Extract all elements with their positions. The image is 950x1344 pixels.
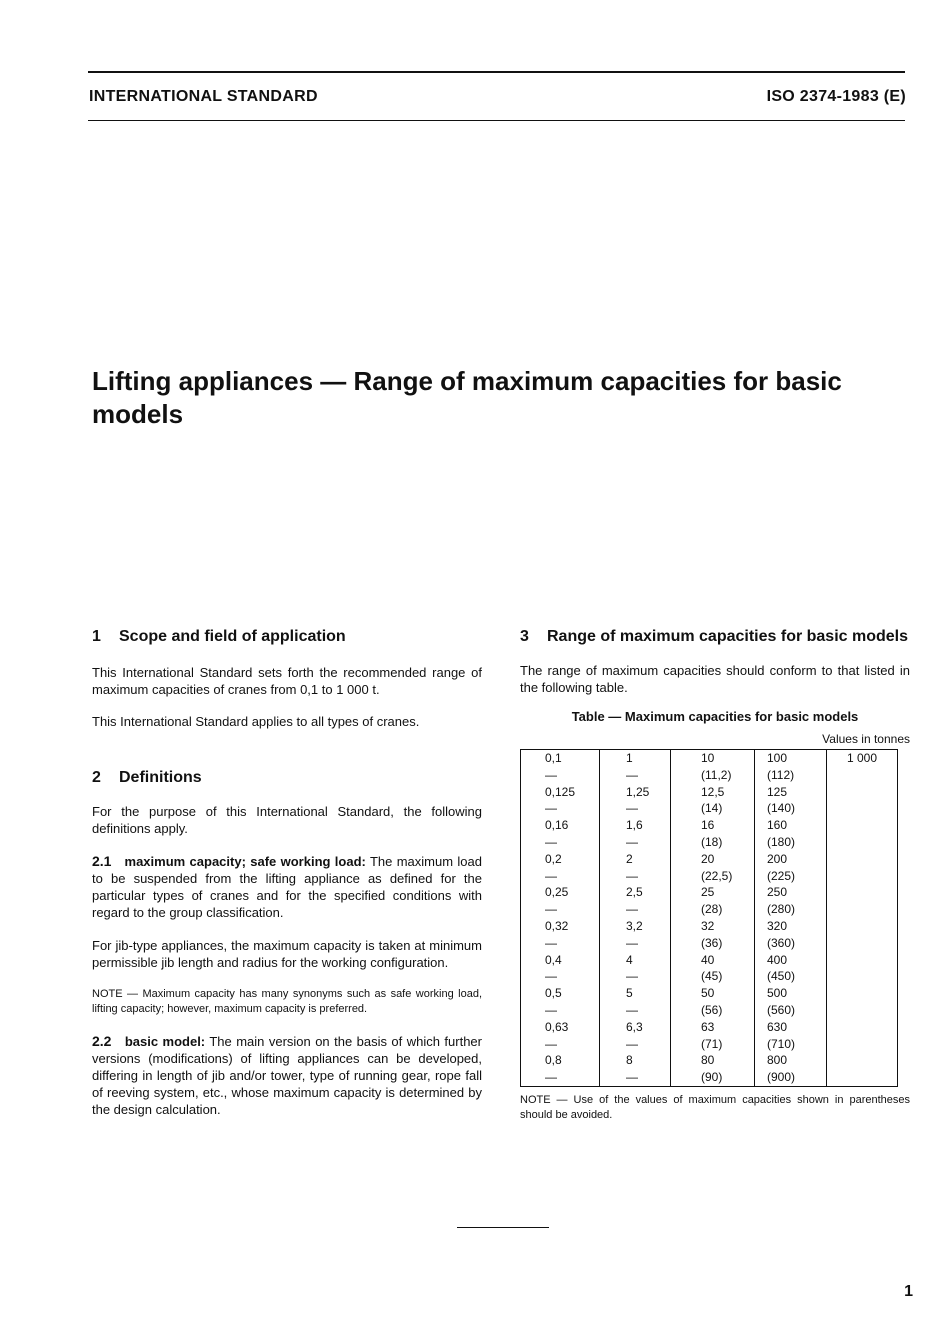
table-cell: — xyxy=(545,767,557,782)
header-bottom-rule xyxy=(88,120,905,121)
table-cell: (180) xyxy=(767,834,796,849)
table-cell: — xyxy=(545,1036,557,1051)
definition-2-2: 2.2 basic model: The main version on the basis of which further versions (modifications) of lifting appliances can be developed, differing in length of jib and/or tower, type of running gear, rope fall of reeving system, etc., whose maximum capacity is determined by the design calculation. xyxy=(92,1033,482,1117)
table-cell: — xyxy=(626,834,638,849)
table-cell: (56) xyxy=(701,1002,723,1017)
table-cell: (11,2) xyxy=(701,767,732,782)
table-cell: — xyxy=(545,1070,557,1085)
table-cell: — xyxy=(626,1002,638,1017)
table-cell: 0,8 xyxy=(545,1053,562,1068)
table-cell: 160 xyxy=(767,818,788,833)
table-cell: (900) xyxy=(767,1070,796,1085)
table-cell: (14) xyxy=(701,801,723,816)
table-cell: 500 xyxy=(767,986,788,1001)
table-note: NOTE — Use of the values of maximum capacities shown in parentheses should be avoided. xyxy=(520,1093,910,1121)
table-cell: 0,16 xyxy=(545,818,569,833)
table-cell: — xyxy=(626,902,638,917)
table-cell: 50 xyxy=(701,986,715,1001)
table-cell: (140) xyxy=(767,801,796,816)
table-cell: 40 xyxy=(701,952,715,967)
table-cell: 0,4 xyxy=(545,952,562,967)
table-cell: 0,25 xyxy=(545,885,569,900)
table-cell: 1 000 xyxy=(847,751,878,765)
table-cell: (18) xyxy=(701,834,723,849)
footer-rule xyxy=(457,1227,549,1228)
table-cell: (90) xyxy=(701,1070,723,1085)
table-cell: 100 xyxy=(767,751,788,765)
table-column-5 xyxy=(827,750,898,1087)
definition-2-1-note: NOTE — Maximum capacity has many synonyms such as safe working load, lifting capacity; however, maximum capacity is preferred. xyxy=(92,988,482,1015)
table-cell: 0,5 xyxy=(545,986,562,1001)
table-cell: 2,5 xyxy=(626,885,643,900)
table-cell: 5 xyxy=(626,986,633,1001)
table-cell: (450) xyxy=(767,969,796,984)
document-type: INTERNATIONAL STANDARD xyxy=(89,88,318,105)
table-cell: — xyxy=(545,868,557,883)
page-number: 1 xyxy=(904,1283,913,1300)
table-cell: 1 xyxy=(626,751,633,765)
table-cell: 0,125 xyxy=(545,784,576,799)
capacities-table xyxy=(520,749,898,1087)
table-cell: 20 xyxy=(701,851,715,866)
table-cell: 10 xyxy=(701,751,715,765)
table-cell: (360) xyxy=(767,935,796,950)
table-cell: 2 xyxy=(626,851,633,866)
table-cell: 8 xyxy=(626,1053,633,1068)
table-cell: 3,2 xyxy=(626,918,643,933)
table-cell: (710) xyxy=(767,1036,796,1051)
section-3-heading: 3 Range of maximum capacities for basic models xyxy=(520,628,909,645)
table-cell: (112) xyxy=(767,767,795,782)
table-cell: 0,1 xyxy=(545,751,562,765)
section-2-heading: 2 Definitions xyxy=(92,769,202,786)
document-title: Lifting appliances — Range of maximum capacities for basic models xyxy=(92,366,842,429)
table-cell: — xyxy=(626,969,638,984)
table-cell: 400 xyxy=(767,952,788,967)
table-cell: (36) xyxy=(701,935,723,950)
table-cell: 63 xyxy=(701,1019,715,1034)
table-cell: — xyxy=(626,868,638,883)
table-cell: — xyxy=(545,801,557,816)
table-cell: (225) xyxy=(767,868,796,883)
standard-number: ISO 2374-1983 (E) xyxy=(766,88,906,105)
table-units: Values in tonnes xyxy=(822,732,910,746)
right-column xyxy=(520,627,910,1123)
table-cell: — xyxy=(626,1070,638,1085)
section-1-heading: 1 Scope and field of application xyxy=(92,628,346,645)
table-cell: (28) xyxy=(701,902,723,917)
table-cell: (560) xyxy=(767,1002,796,1017)
table-cell: 1,25 xyxy=(626,784,650,799)
definition-2-1-jib: For jib-type appliances, the maximum capacity is taken at minimum permissible jib length and radius for the working configuration. xyxy=(92,938,482,970)
table-cell: 200 xyxy=(767,851,788,866)
table-cell: (45) xyxy=(701,969,723,984)
table-cell: 16 xyxy=(701,818,715,833)
table-cell: 12,5 xyxy=(701,784,725,799)
table-cell: — xyxy=(626,767,638,782)
table-cell: (71) xyxy=(701,1036,723,1051)
table-cell: — xyxy=(626,1036,638,1051)
section-3-paragraph: The range of maximum capacities should conform to that listed in the following table. xyxy=(520,663,910,695)
left-column xyxy=(92,627,482,1118)
table-cell: 4 xyxy=(626,952,633,967)
table-cell: — xyxy=(545,935,557,950)
table-cell: 80 xyxy=(701,1053,715,1068)
table-cell: 250 xyxy=(767,885,788,900)
table-cell: 320 xyxy=(767,918,788,933)
section-1-paragraph-1: This International Standard sets forth the recommended range of maximum capacities of cranes from 0,1 to 1 000 t. xyxy=(92,665,482,697)
table-cell: 0,32 xyxy=(545,918,569,933)
table-column-3 xyxy=(671,750,755,1087)
table-cell: 1,6 xyxy=(626,818,643,833)
table-cell: — xyxy=(545,969,557,984)
table-cell: — xyxy=(626,801,638,816)
definition-2-1: 2.1 maximum capacity; safe working load: The maximum load to be suspended from the lifting appliance as defined for the particular types of cranes and for the specified conditions with regard to the group classification. xyxy=(92,853,482,920)
table-column-4 xyxy=(755,750,827,1087)
table-column-1 xyxy=(521,750,600,1087)
header-top-rule xyxy=(88,71,905,73)
table-cell: 800 xyxy=(767,1053,788,1068)
table-cell: 125 xyxy=(767,784,788,799)
table-cell: 0,2 xyxy=(545,851,562,866)
section-2-intro: For the purpose of this International Standard, the following definitions apply. xyxy=(92,804,482,836)
table-cell: 32 xyxy=(701,918,715,933)
table-cell: — xyxy=(545,834,557,849)
table-cell: 0,63 xyxy=(545,1019,569,1034)
table-cell: — xyxy=(545,1002,557,1017)
table-cell: — xyxy=(545,902,557,917)
table-cell: — xyxy=(626,935,638,950)
table-cell: (280) xyxy=(767,902,796,917)
table-cell: 25 xyxy=(701,885,715,900)
table-caption: Table — Maximum capacities for basic models xyxy=(571,709,859,724)
table-cell: 6,3 xyxy=(626,1019,643,1034)
table-cell: (22,5) xyxy=(701,868,733,883)
table-cell: 630 xyxy=(767,1019,788,1034)
section-1-paragraph-2: This International Standard applies to all types of cranes. xyxy=(92,714,420,729)
table-column-2 xyxy=(600,750,671,1087)
